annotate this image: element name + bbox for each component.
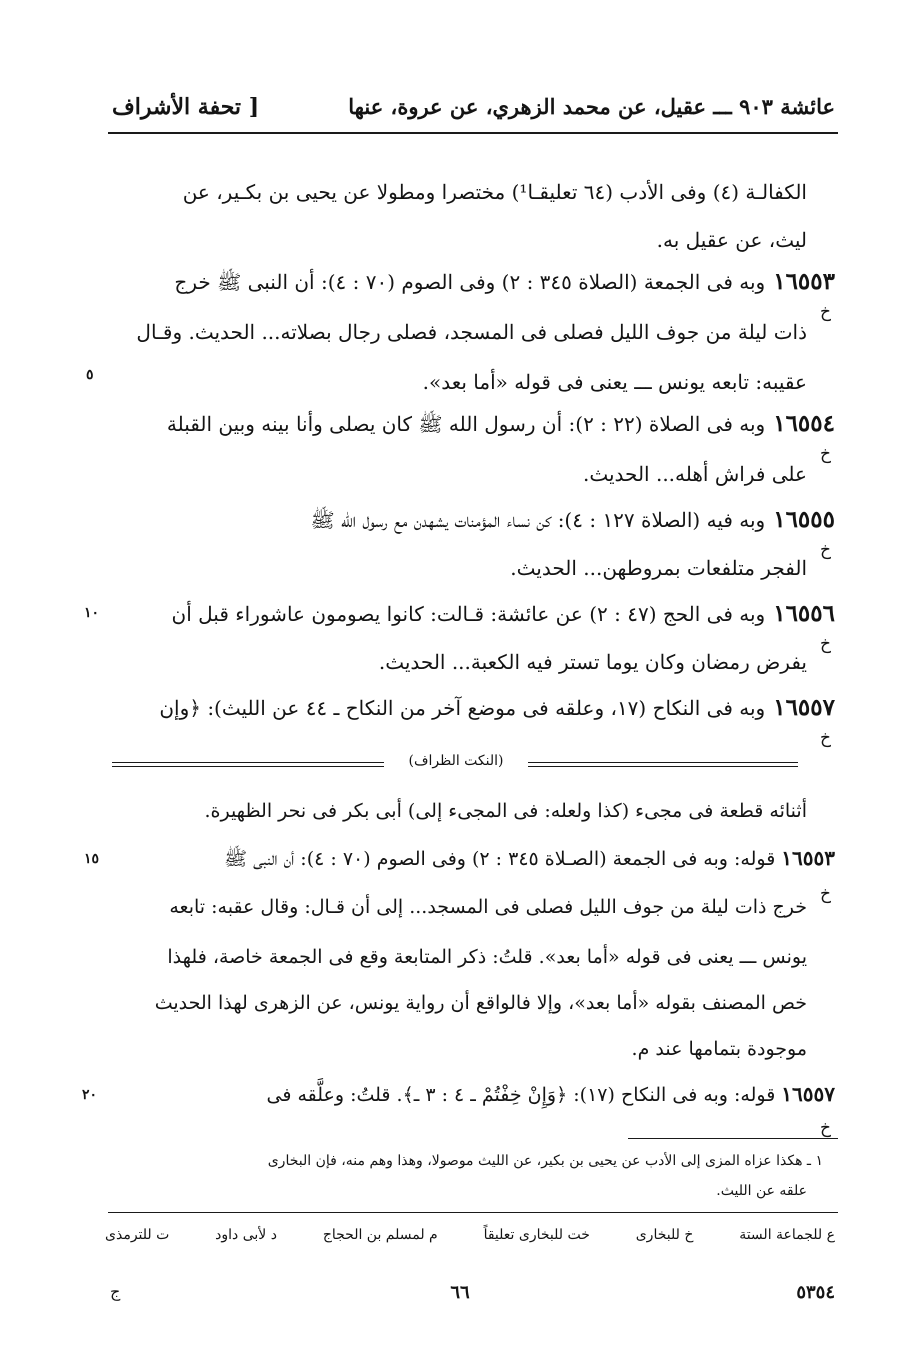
text-line: الفجر متلفعات بمروطهن... الحديث. bbox=[510, 556, 807, 580]
narrator-symbol: خ bbox=[820, 540, 831, 560]
section-title bbox=[384, 754, 528, 768]
text-line: خص المصنف بقوله «أما بعد»، وإلا فالواقع أن رواية يونس، عن الزهرى لهذا الحديث bbox=[154, 992, 807, 1014]
narrator-symbol: خ bbox=[820, 728, 831, 748]
section-divider-line bbox=[112, 762, 384, 763]
narrator-symbol: خ bbox=[820, 1118, 831, 1138]
legend-item: خت للبخارى تعليقاً bbox=[483, 1227, 590, 1243]
text-line: أثنائه قطعة فى مجىء (كذا ولعله: فى المجىء إلى) أبى بكر فى نحر الظهيرة. bbox=[204, 800, 807, 822]
hadith-text: وبه فى الصلاة (٢٢ : ٢): أن رسول الله ﷺ كان يصلى وأنا بينه وبين القبلة bbox=[166, 412, 766, 436]
legend-item: ع للجماعة الستة bbox=[739, 1227, 835, 1243]
hadith-text: وبه فى الحج (٤٧ : ٢) عن عائشة: قـالت: كانوا يصومون عاشوراء قبل أن bbox=[171, 602, 766, 626]
text-line: ذات ليلة من جوف الليل فصلى فى المسجد، فصلى رجال بصلاته... الحديث. وقـال bbox=[136, 320, 807, 344]
nukat-entry-line bbox=[105, 848, 835, 869]
margin-line-number: ٥ bbox=[86, 367, 94, 383]
footnote-line: علقه عن الليث. bbox=[716, 1183, 807, 1199]
footer-right-number: ٥٣٥٤ bbox=[796, 1282, 835, 1303]
symbol-legend bbox=[105, 1228, 835, 1242]
footnote-line: ١ ـ هكذا عزاه المزى إلى الأدب عن يحيى بن بكير، عن الليث موصولا، وهذا وهم منه، فإن البخارى bbox=[267, 1153, 823, 1169]
hadith-text: وبه فى النكاح (١٧، وعلقه فى موضع آخر من النكاح ـ ٤٤ عن الليث): ﴿وإن bbox=[159, 696, 766, 720]
text-line: موجودة بتمامها عند م. bbox=[631, 1038, 807, 1060]
hadith-text: وبه فيه (الصلاة ١٢٧ : ٤): كن نساء المؤمنات يشهدن مع رسول الله ﷺ bbox=[310, 508, 766, 532]
text-line: يونس ـــ يعنى فى قوله «أما بعد». قلتُ: ذكر المتابعة وقع فى الجمعة خاصة، فلهذا bbox=[167, 946, 807, 968]
narrator-symbol: خ bbox=[820, 302, 831, 322]
section-divider-line bbox=[528, 766, 798, 767]
legend-rule bbox=[108, 1212, 838, 1213]
hadith-text: وبه فى الجمعة (الصلاة ٣٤٥ : ٢) وفى الصوم (٧٠ : ٤): أن النبى ﷺ خرج bbox=[174, 270, 766, 294]
running-header-right: عائشة ٩٠٣ ـــ عقيل، عن محمد الزهري، عن عروة، عنها bbox=[348, 94, 835, 119]
hadith-number: ١٦٥٥٧ bbox=[781, 1082, 835, 1106]
hadith-entry-line bbox=[105, 696, 835, 719]
page-number: ٦٦ bbox=[450, 1282, 470, 1303]
nukat-text: قوله: وبه فى النكاح (١٧): ﴿وَإِنْ خِفْتُمْ ـ ٤ : ٣ ـ﴾. قلتُ: وعلَّقه فى bbox=[266, 1084, 776, 1106]
hadith-entry-line bbox=[105, 602, 835, 625]
section-divider-line bbox=[528, 762, 798, 763]
footer-left-mark: ج bbox=[110, 1282, 121, 1301]
running-header-left: [ تحفة الأشراف bbox=[112, 94, 260, 120]
bracket-glyph: ) bbox=[408, 753, 414, 769]
legend-item: خ للبخارى bbox=[635, 1227, 694, 1243]
hadith-number: ١٦٥٥٦ bbox=[773, 600, 835, 627]
nukat-text: قوله: وبه فى الجمعة (الصـلاة ٣٤٥ : ٢) وفى الصوم (٧٠ : ٤): أن النبى ﷺ bbox=[224, 848, 776, 870]
text-line: يفرض رمضان وكان يوما تستر فيه الكعبة... الحديث. bbox=[378, 650, 807, 674]
margin-line-number: ٢٠ bbox=[82, 1087, 98, 1103]
narrator-symbol: خ bbox=[820, 444, 831, 464]
footnote-separator bbox=[628, 1138, 838, 1139]
hadith-number: ١٦٥٥٣ bbox=[773, 268, 835, 295]
hadith-number: ١٦٥٥٥ bbox=[773, 506, 835, 533]
section-divider-line bbox=[112, 766, 384, 767]
nukat-entry-line bbox=[105, 1084, 835, 1105]
hadith-entry-line bbox=[105, 270, 835, 293]
hadith-entry-line bbox=[105, 412, 835, 435]
text-line: خرج ذات ليلة من جوف الليل فصلى فى المسجد... إلى أن قـال: وقال عقبه: تابعه bbox=[169, 896, 807, 918]
hadith-number: ١٦٥٥٤ bbox=[773, 410, 835, 437]
text-line: على فراش أهله... الحديث. bbox=[582, 462, 807, 486]
margin-line-number: ١٥ bbox=[84, 851, 100, 867]
bracket-glyph: ( bbox=[498, 753, 504, 769]
legend-item: م لمسلم بن الحجاج bbox=[322, 1227, 438, 1243]
hadith-number: ١٦٥٥٣ bbox=[781, 846, 835, 870]
section-title-text: النكت الظراف bbox=[413, 753, 499, 769]
text-line: ليث، عن عقيل به. bbox=[656, 228, 807, 252]
header-rule bbox=[108, 132, 838, 134]
hadith-number: ١٦٥٥٧ bbox=[773, 694, 835, 721]
text-line: الكفالـة (٤) وفى الأدب (٦٤ تعليقـا¹) مختصرا ومطولا عن يحيى بن بكـير، عن bbox=[182, 180, 807, 204]
text-line: عقيبه: تابعه يونس ـــ يعنى فى قوله «أما بعد». bbox=[422, 370, 807, 394]
narrator-symbol: خ bbox=[820, 884, 831, 904]
legend-item: ت للترمذى bbox=[105, 1227, 170, 1243]
narrator-symbol: خ bbox=[820, 634, 831, 654]
legend-item: د لأبى داود bbox=[215, 1227, 277, 1243]
margin-line-number: ١٠ bbox=[84, 605, 100, 621]
hadith-entry-line bbox=[105, 508, 835, 531]
